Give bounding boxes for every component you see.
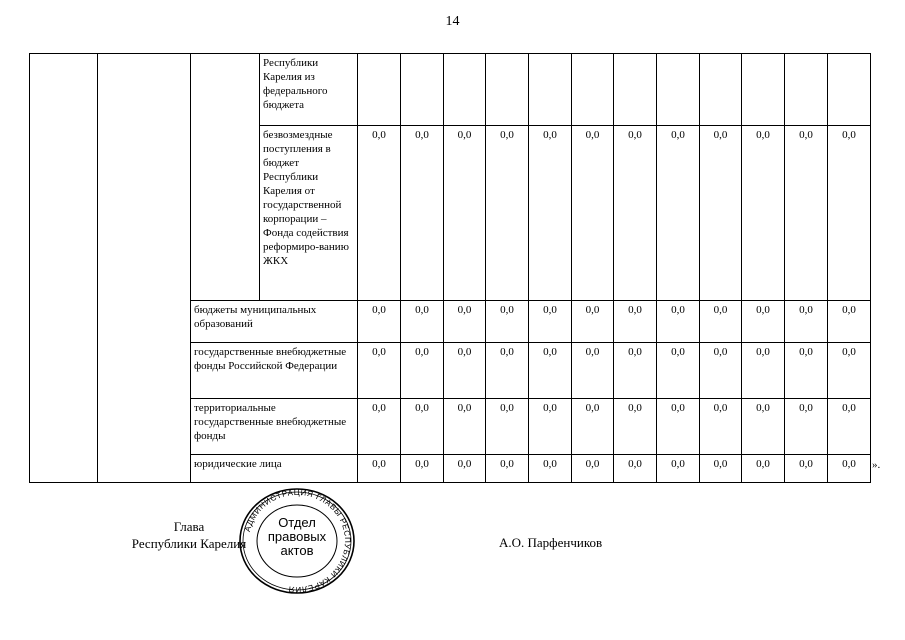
value-cell xyxy=(401,54,444,126)
value-cell: 0,0 xyxy=(785,126,828,301)
value-cell: 0,0 xyxy=(742,399,785,455)
funding-source-label: территориальные государственные внебюджетные фонды xyxy=(191,399,358,455)
value-cell: 0,0 xyxy=(742,301,785,343)
value-cell: 0,0 xyxy=(657,399,700,455)
value-cell: 0,0 xyxy=(785,455,828,483)
stamp-line2: правовых xyxy=(267,529,327,544)
value-cell: 0,0 xyxy=(828,455,871,483)
funding-source-label: Республики Карелия из федерального бюджета xyxy=(260,54,358,126)
value-cell xyxy=(785,54,828,126)
value-cell: 0,0 xyxy=(444,399,486,455)
value-cell: 0,0 xyxy=(401,343,444,399)
value-cell: 0,0 xyxy=(572,399,614,455)
value-cell: 0,0 xyxy=(657,343,700,399)
value-cell: 0,0 xyxy=(401,455,444,483)
value-cell: 0,0 xyxy=(401,301,444,343)
source-group-cell xyxy=(191,54,260,301)
value-cell: 0,0 xyxy=(444,301,486,343)
value-cell: 0,0 xyxy=(529,343,572,399)
value-cell: 0,0 xyxy=(700,455,742,483)
stamp-line1: Отдел xyxy=(278,515,316,530)
value-cell xyxy=(742,54,785,126)
value-cell: 0,0 xyxy=(486,301,529,343)
value-cell xyxy=(828,54,871,126)
value-cell: 0,0 xyxy=(700,399,742,455)
value-cell: 0,0 xyxy=(358,399,401,455)
value-cell: 0,0 xyxy=(742,455,785,483)
value-cell: 0,0 xyxy=(529,126,572,301)
value-cell: 0,0 xyxy=(572,455,614,483)
value-cell: 0,0 xyxy=(572,126,614,301)
value-cell: 0,0 xyxy=(657,301,700,343)
value-cell: 0,0 xyxy=(785,343,828,399)
signatory-name: А.О. Парфенчиков xyxy=(499,535,603,550)
value-cell: 0,0 xyxy=(486,126,529,301)
value-cell: 0,0 xyxy=(614,301,657,343)
value-cell: 0,0 xyxy=(785,301,828,343)
value-cell xyxy=(529,54,572,126)
value-cell: 0,0 xyxy=(657,455,700,483)
signatory-title-line2: Республики Карелия xyxy=(131,536,247,551)
value-cell: 0,0 xyxy=(444,126,486,301)
value-cell xyxy=(657,54,700,126)
value-cell: 0,0 xyxy=(657,126,700,301)
blank-name-cell xyxy=(98,54,191,483)
value-cell: 0,0 xyxy=(486,455,529,483)
blank-number-cell xyxy=(30,54,98,483)
stamp-center-text xyxy=(266,516,328,558)
value-cell xyxy=(358,54,401,126)
table-row xyxy=(30,54,871,126)
value-cell: 0,0 xyxy=(486,399,529,455)
value-cell: 0,0 xyxy=(358,455,401,483)
value-cell: 0,0 xyxy=(529,455,572,483)
value-cell: 0,0 xyxy=(572,301,614,343)
value-cell: 0,0 xyxy=(401,126,444,301)
funding-source-label: государственные внебюджетные фонды Российской Федерации xyxy=(191,343,358,399)
value-cell: 0,0 xyxy=(614,455,657,483)
value-cell: 0,0 xyxy=(614,126,657,301)
value-cell: 0,0 xyxy=(358,126,401,301)
value-cell: 0,0 xyxy=(529,399,572,455)
value-cell: 0,0 xyxy=(828,126,871,301)
page-number: 14 xyxy=(445,14,460,29)
value-cell: 0,0 xyxy=(572,343,614,399)
value-cell: 0,0 xyxy=(401,399,444,455)
value-cell: 0,0 xyxy=(828,301,871,343)
value-cell: 0,0 xyxy=(529,301,572,343)
value-cell xyxy=(572,54,614,126)
value-cell: 0,0 xyxy=(614,399,657,455)
value-cell: 0,0 xyxy=(358,343,401,399)
closing-quote-mark: ». xyxy=(872,459,881,471)
stamp-ring-text: АДМИНИСТРАЦИЯ ГЛАВЫ РЕСПУБЛИКИ КАРЕЛИЯ xyxy=(243,487,353,595)
value-cell: 0,0 xyxy=(785,399,828,455)
funding-source-label: безвозмездные поступления в бюджет Республики Карелия от государственной корпорации – Фонда содействия реформиро-ванию ЖКХ xyxy=(260,126,358,301)
funding-source-label: юридические лица xyxy=(191,455,358,483)
signatory-title-line1: Глава xyxy=(173,519,205,534)
stamp-line3: актов xyxy=(280,543,314,558)
value-cell: 0,0 xyxy=(700,301,742,343)
value-cell: 0,0 xyxy=(700,126,742,301)
value-cell xyxy=(700,54,742,126)
funding-source-label: бюджеты муниципальных образований xyxy=(191,301,358,343)
value-cell: 0,0 xyxy=(828,343,871,399)
value-cell: 0,0 xyxy=(742,126,785,301)
value-cell xyxy=(486,54,529,126)
value-cell: 0,0 xyxy=(742,343,785,399)
value-cell: 0,0 xyxy=(614,343,657,399)
value-cell xyxy=(444,54,486,126)
value-cell: 0,0 xyxy=(828,399,871,455)
value-cell: 0,0 xyxy=(486,343,529,399)
value-cell: 0,0 xyxy=(444,455,486,483)
value-cell: 0,0 xyxy=(444,343,486,399)
value-cell xyxy=(614,54,657,126)
budget-table xyxy=(29,53,871,483)
value-cell: 0,0 xyxy=(358,301,401,343)
value-cell: 0,0 xyxy=(700,343,742,399)
